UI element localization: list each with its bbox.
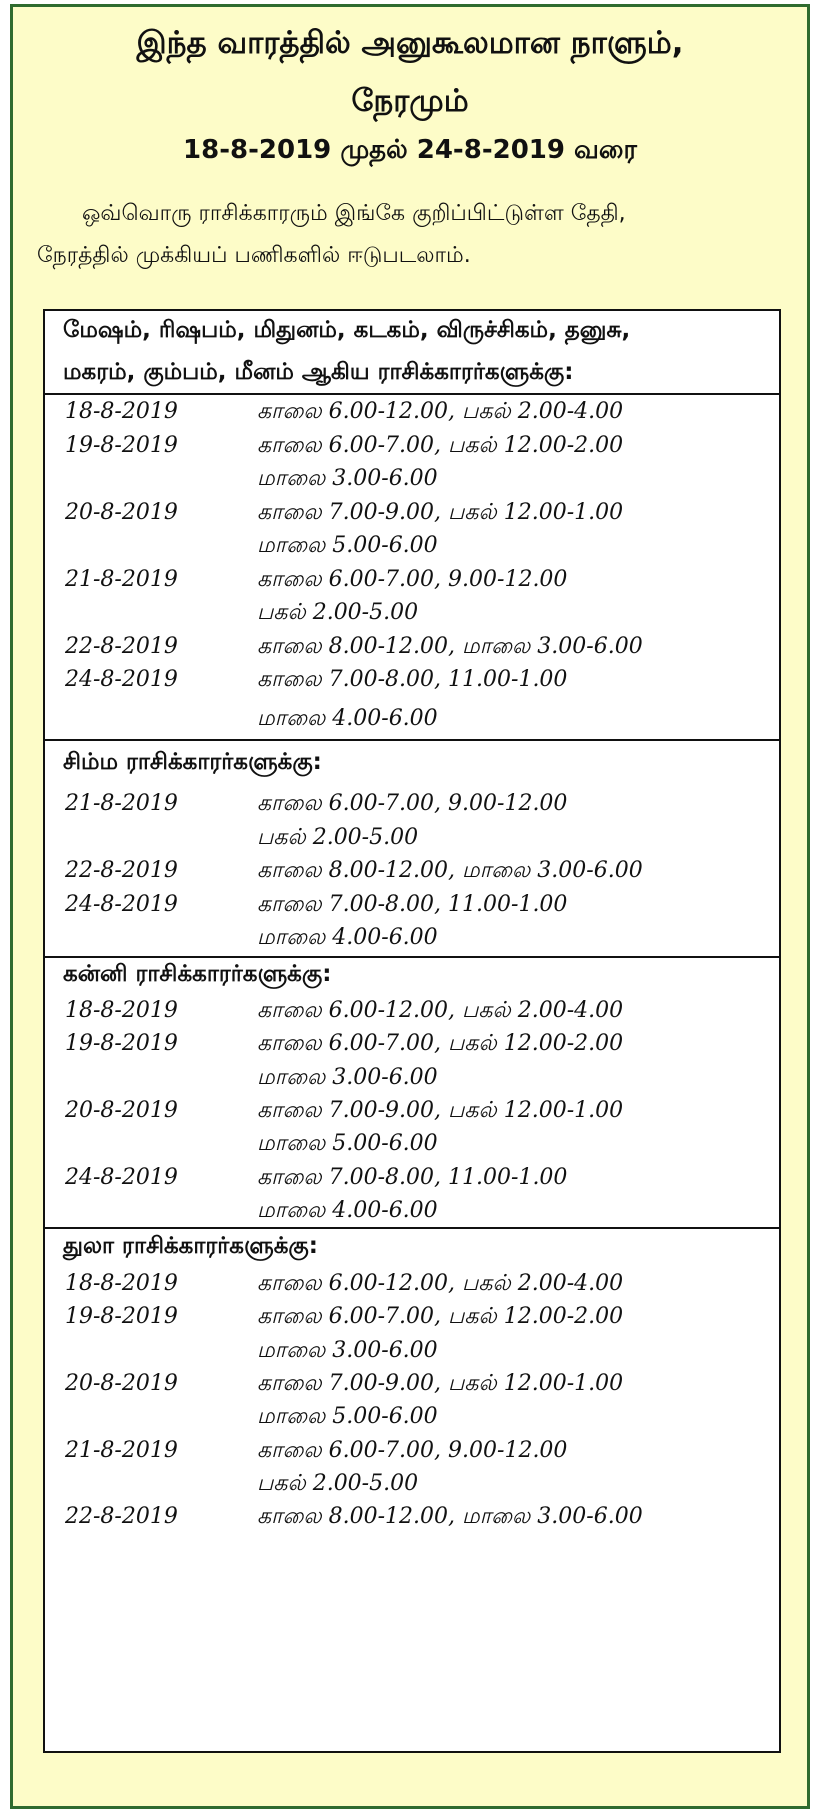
document-page [10, 4, 810, 1809]
row-time: காலை 7.00-9.00, பகல் 12.00-1.00 [257, 1097, 624, 1123]
schedule-row [45, 1338, 779, 1376]
schedule-row [45, 399, 779, 437]
schedule-row [45, 567, 779, 605]
date-range: 18-8-2019 முதல் 24-8-2019 வரை [183, 135, 637, 165]
row-time: பகல் 2.00-5.00 [257, 824, 419, 850]
row-date: 21-8-2019 [65, 1437, 178, 1463]
page-title: இந்த வாரத்தில் அனுகூலமான நாளும், [136, 25, 684, 61]
schedule-row [45, 1438, 779, 1476]
row-time: பகல் 2.00-5.00 [257, 1470, 419, 1496]
schedule-row [45, 1098, 779, 1136]
row-time: காலை 6.00-12.00, பகல் 2.00-4.00 [257, 399, 624, 424]
rasi-section [45, 956, 779, 1229]
row-date: 22-8-2019 [65, 1504, 178, 1530]
row-date: 24-8-2019 [65, 891, 178, 917]
row-time: மாலை 5.00-6.00 [257, 1404, 438, 1430]
section-heading: மேஷம், ரிஷபம், மிதுனம், கடகம், விருச்சிகம், தனுசு, [63, 317, 631, 343]
row-time: காலை 6.00-7.00, 9.00-12.00 [257, 1437, 568, 1463]
row-date: 19-8-2019 [65, 1304, 178, 1330]
row-date: 18-8-2019 [65, 1271, 178, 1296]
section-heading: கன்னி ராசிக்காரர்களுக்கு: [63, 961, 332, 987]
row-date: 22-8-2019 [65, 858, 178, 883]
row-date: 20-8-2019 [65, 1097, 178, 1123]
schedule-row [45, 433, 779, 471]
row-time: மாலை 3.00-6.00 [257, 1064, 438, 1090]
schedule-row [45, 998, 779, 1036]
intro-line-2: நேரத்தில் முக்கியப் பணிகளில் ஈடுபடலாம். [37, 243, 471, 268]
row-date: 20-8-2019 [65, 499, 178, 525]
schedule-row [45, 1131, 779, 1169]
row-time: மாலை 3.00-6.00 [257, 466, 438, 491]
row-time: காலை 6.00-7.00, பகல் 12.00-2.00 [257, 1031, 624, 1057]
rasi-section [45, 1227, 779, 1755]
row-time: காலை 6.00-7.00, பகல் 12.00-2.00 [257, 1304, 624, 1330]
schedule-row [45, 1165, 779, 1203]
schedule-row [45, 1031, 779, 1069]
section-heading: துலா ராசிக்காரர்களுக்கு: [63, 1233, 318, 1259]
schedule-row [45, 667, 779, 705]
row-date: 19-8-2019 [65, 432, 178, 458]
schedule-row [45, 466, 779, 504]
rasi-section [45, 739, 779, 958]
schedule-row [45, 858, 779, 896]
schedule-table [43, 309, 781, 1753]
row-time: காலை 6.00-12.00, பகல் 2.00-4.00 [257, 1271, 624, 1296]
row-date: 20-8-2019 [65, 1370, 178, 1396]
schedule-row [45, 600, 779, 638]
row-time: காலை 6.00-12.00, பகல் 2.00-4.00 [257, 998, 624, 1023]
row-date: 24-8-2019 [65, 1164, 178, 1190]
row-time: காலை 7.00-9.00, பகல் 12.00-1.00 [257, 1370, 624, 1396]
schedule-row [45, 634, 779, 672]
rasi-section [45, 311, 779, 739]
row-time: மாலை 5.00-6.00 [257, 533, 438, 558]
schedule-row [45, 706, 779, 744]
row-time: மாலை 5.00-6.00 [257, 1131, 438, 1157]
row-time: காலை 8.00-12.00, மாலை 3.00-6.00 [257, 633, 643, 659]
row-time: காலை 7.00-8.00, 11.00-1.00 [257, 891, 568, 917]
schedule-row [45, 1304, 779, 1342]
row-date: 18-8-2019 [65, 998, 178, 1023]
row-time: மாலை 4.00-6.00 [257, 705, 438, 731]
schedule-row [45, 1271, 779, 1309]
row-time: மாலை 4.00-6.00 [257, 925, 438, 950]
section-heading: மகரம், கும்பம், மீனம் ஆகிய ராசிக்காரர்களுக்கு: [63, 359, 574, 385]
schedule-row [45, 500, 779, 538]
schedule-row [45, 791, 779, 829]
row-time: காலை 7.00-9.00, பகல் 12.00-1.00 [257, 499, 624, 525]
row-time: காலை 6.00-7.00, 9.00-12.00 [257, 791, 568, 816]
section-heading: சிம்ம ராசிக்காரர்களுக்கு: [63, 749, 322, 775]
schedule-row [45, 1471, 779, 1509]
schedule-row [45, 533, 779, 571]
row-date: 18-8-2019 [65, 399, 178, 424]
row-time: மாலை 4.00-6.00 [257, 1197, 438, 1223]
row-time: காலை 6.00-7.00, பகல் 12.00-2.00 [257, 432, 624, 458]
schedule-row [45, 892, 779, 930]
row-time: காலை 7.00-8.00, 11.00-1.00 [257, 667, 568, 692]
row-date: 24-8-2019 [65, 667, 178, 692]
intro-line-1: ஒவ்வொரு ராசிக்காரரும் இங்கே குறிப்பிட்டுள்ள தேதி, [82, 201, 626, 226]
row-time: மாலை 3.00-6.00 [257, 1337, 438, 1363]
schedule-row [45, 1065, 779, 1103]
row-date: 19-8-2019 [65, 1031, 178, 1057]
row-time: காலை 6.00-7.00, 9.00-12.00 [257, 566, 568, 592]
page-subtitle: நேரமும் [351, 83, 469, 119]
row-date: 21-8-2019 [65, 791, 178, 816]
row-time: காலை 7.00-8.00, 11.00-1.00 [257, 1164, 568, 1190]
schedule-row [45, 1404, 779, 1442]
heading-divider [45, 393, 779, 395]
schedule-row [45, 1504, 779, 1542]
row-time: பகல் 2.00-5.00 [257, 600, 419, 625]
row-date: 21-8-2019 [65, 566, 178, 592]
schedule-row [45, 1371, 779, 1409]
schedule-row [45, 825, 779, 863]
row-date: 22-8-2019 [65, 633, 178, 659]
row-time: காலை 8.00-12.00, மாலை 3.00-6.00 [257, 1504, 643, 1530]
row-time: காலை 8.00-12.00, மாலை 3.00-6.00 [257, 858, 643, 883]
